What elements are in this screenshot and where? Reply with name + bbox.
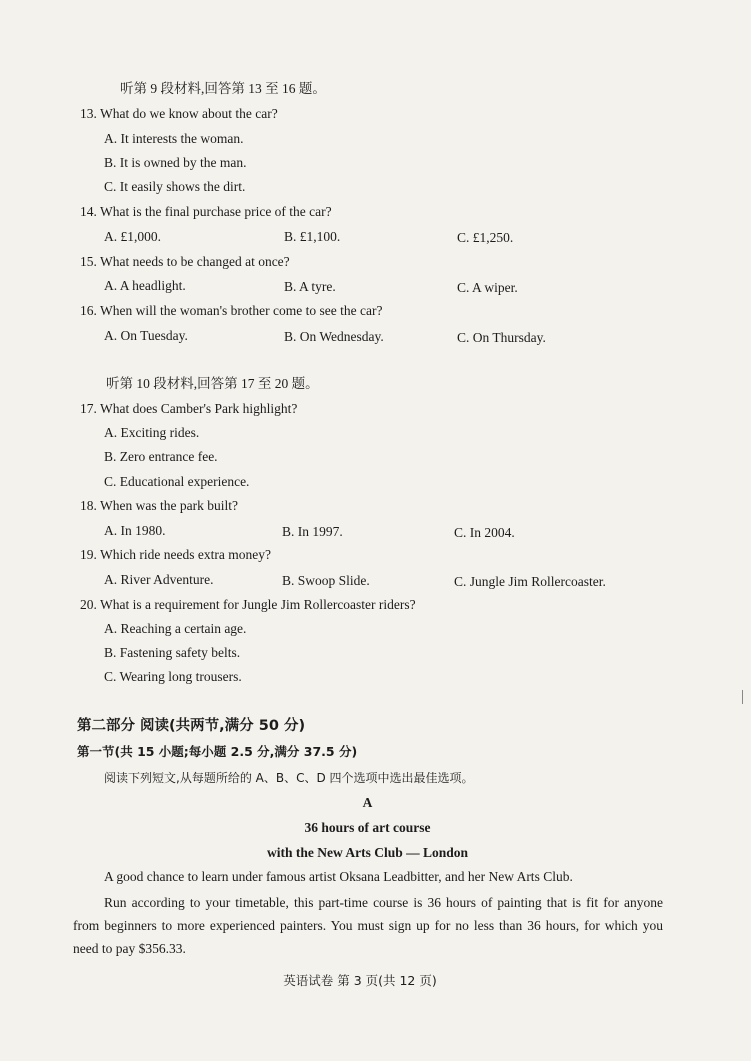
q17-option-a: A. Exciting rides. [104, 425, 200, 440]
passage-paragraph-2: Run according to your timetable, this part-time course is 36 hours of painting that is fit for anyone from beginners to more experienced painters. You must sign up for no less than 36 hours, for which you need to pay $356.33. [73, 895, 663, 956]
q20-option-a: A. Reaching a certain age. [104, 621, 247, 636]
part9-heading: 听第 9 段材料,回答第 13 至 16 题。 [120, 81, 326, 96]
q16-option-a: A. On Tuesday. [104, 328, 188, 343]
q19-option-b: B. Swoop Slide. [282, 573, 370, 588]
passage-paragraph-1: A good chance to learn under famous artist Oksana Leadbitter, and her New Arts Club. [104, 869, 573, 884]
q20-option-c: C. Wearing long trousers. [104, 669, 242, 684]
q14-option-a: A. £1,000. [104, 229, 161, 244]
q18-stem: 18. When was the park built? [80, 498, 238, 513]
passage-title-line1: 36 hours of art course [304, 820, 431, 835]
q17-option-b: B. Zero entrance fee. [104, 449, 218, 464]
q16-option-b: B. On Wednesday. [284, 329, 384, 344]
q18-option-a: A. In 1980. [104, 523, 166, 538]
q13-option-b: B. It is owned by the man. [104, 155, 247, 170]
passage-letter: A [362, 795, 373, 810]
section-one-title: 第一节(共 15 小题;每小题 2.5 分,满分 37.5 分) [77, 744, 358, 759]
passage-title-line2: with the New Arts Club — London [266, 845, 469, 860]
scan-edge-mark [742, 690, 743, 704]
part10-heading: 听第 10 段材料,回答第 17 至 20 题。 [106, 376, 319, 391]
q20-option-b: B. Fastening safety belts. [104, 645, 241, 660]
q15-stem: 15. What needs to be changed at once? [80, 254, 290, 269]
q19-option-a: A. River Adventure. [104, 572, 214, 587]
q14-option-c: C. £1,250. [457, 230, 514, 245]
q13-option-c: C. It easily shows the dirt. [104, 179, 246, 194]
q14-option-b: B. £1,100. [284, 229, 341, 244]
q20-stem: 20. What is a requirement for Jungle Jim Rollercoaster riders? [80, 597, 416, 612]
reading-instruction: 阅读下列短文,从每题所给的 A、B、C、D 四个选项中选出最佳选项。 [104, 771, 474, 785]
q18-option-c: C. In 2004. [454, 525, 515, 540]
q19-option-c: C. Jungle Jim Rollercoaster. [454, 574, 606, 589]
q16-option-c: C. On Thursday. [457, 330, 546, 345]
q17-option-c: C. Educational experience. [104, 474, 250, 489]
q15-option-c: C. A wiper. [457, 280, 518, 295]
q15-option-a: A. A headlight. [104, 278, 186, 293]
part-two-title: 第二部分 阅读(共两节,满分 50 分) [77, 718, 306, 734]
q17-stem: 17. What does Camber's Park highlight? [80, 401, 298, 416]
q13-option-a: A. It interests the woman. [104, 131, 244, 146]
q19-stem: 19. Which ride needs extra money? [80, 547, 271, 562]
q14-stem: 14. What is the final purchase price of the car? [80, 204, 332, 219]
q13-stem: 13. What do we know about the car? [80, 106, 278, 121]
q15-option-b: B. A tyre. [284, 279, 336, 294]
q18-option-b: B. In 1997. [282, 524, 343, 539]
q16-stem: 16. When will the woman's brother come to see the car? [80, 303, 383, 318]
page-footer: 英语试卷 第 3 页(共 12 页) [283, 973, 437, 988]
